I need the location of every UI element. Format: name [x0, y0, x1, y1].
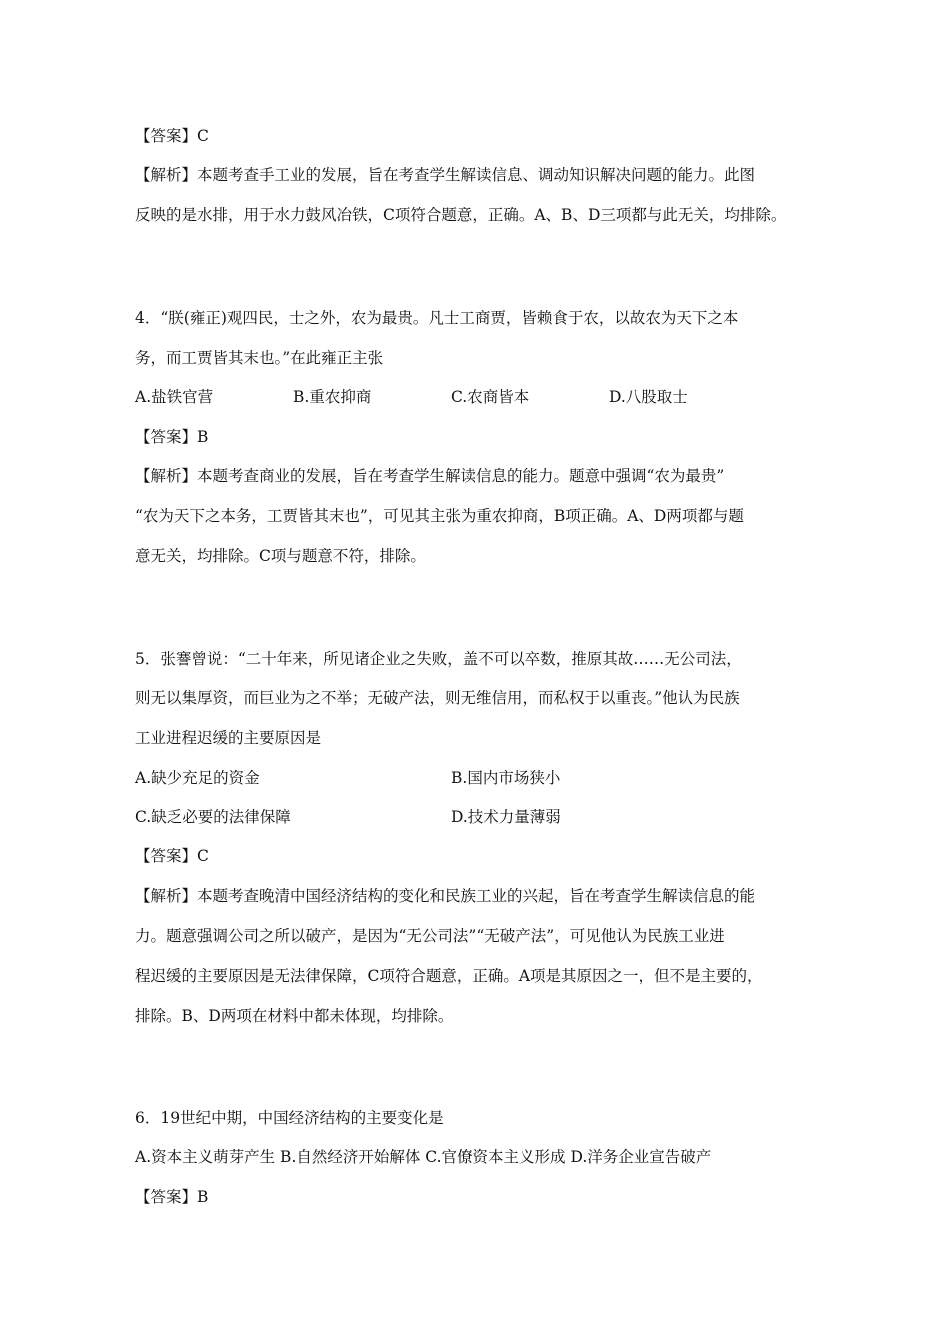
q3-answer: 【答案】C [135, 127, 209, 145]
q5-analysis-line1: 【解析】本题考查晚清中国经济结构的变化和民族工业的兴起，旨在考查学生解读信息的能 [135, 887, 756, 905]
q5-analysis-line3: 程迟缓的主要原因是无法律保障，C项符合题意，正确。A项是其原因之一，但不是主要的， [135, 967, 763, 985]
q4-option-a: A.盐铁官营 [135, 388, 214, 406]
q6-answer: 【答案】B [135, 1188, 209, 1206]
q4-stem-line1: 4．“朕(雍正)观四民，士之外，农为最贵。凡士工商贾，皆赖食于农，以故农为天下之本 [135, 309, 739, 327]
q3-analysis-line1: 【解析】本题考查手工业的发展，旨在考查学生解读信息、调动知识解决问题的能力。此图 [135, 166, 756, 184]
q4-analysis-line2: “农为天下之本务，工贾皆其末也”，可见其主张为重农抑商，B项正确。A、D两项都与题 [135, 507, 744, 525]
q4-analysis-line3: 意无关，均排除。C项与题意不符，排除。 [135, 547, 426, 565]
q5-option-a: A.缺少充足的资金 [135, 769, 260, 787]
q5-option-b: B.国内市场狭小 [451, 769, 561, 787]
q5-answer: 【答案】C [135, 847, 209, 865]
q5-analysis-line2: 力。题意强调公司之所以破产，是因为“无公司法”“无破产法”，可见他认为民族工业进 [135, 927, 725, 945]
q5-option-c: C.缺乏必要的法律保障 [135, 808, 291, 826]
q5-stem-line3: 工业进程迟缓的主要原因是 [135, 729, 322, 747]
q4-option-c: C.农商皆本 [451, 388, 530, 406]
q4-option-d: D.八股取士 [609, 388, 688, 406]
q6-stem-line1: 6．19世纪中期，中国经济结构的主要变化是 [135, 1109, 444, 1127]
q6-options: A.资本主义萌芽产生 B.自然经济开始解体 C.官僚资本主义形成 D.洋务企业宣告破产 [135, 1148, 712, 1166]
q5-option-d: D.技术力量薄弱 [451, 808, 561, 826]
q4-stem-line2: 务，而工贾皆其末也。”在此雍正主张 [135, 349, 384, 367]
q3-analysis-line2: 反映的是水排，用于水力鼓风冶铁，C项符合题意，正确。A、B、D三项都与此无关，均排除。 [135, 206, 787, 224]
q5-analysis-line4: 排除。B、D两项在材料中都未体现，均排除。 [135, 1007, 454, 1025]
q4-option-b: B.重农抑商 [293, 388, 372, 406]
q5-stem-line1: 5．张謇曾说：“二十年来，所见诸企业之失败，盖不可以卒数，推原其故……无公司法， [135, 650, 742, 668]
q4-analysis-line1: 【解析】本题考查商业的发展，旨在考查学生解读信息的能力。题意中强调“农为最贵” [135, 467, 725, 485]
q4-answer: 【答案】B [135, 428, 209, 446]
q5-stem-line2: 则无以集厚资，而巨业为之不举；无破产法，则无维信用，而私权于以重丧。”他认为民族 [135, 689, 740, 707]
